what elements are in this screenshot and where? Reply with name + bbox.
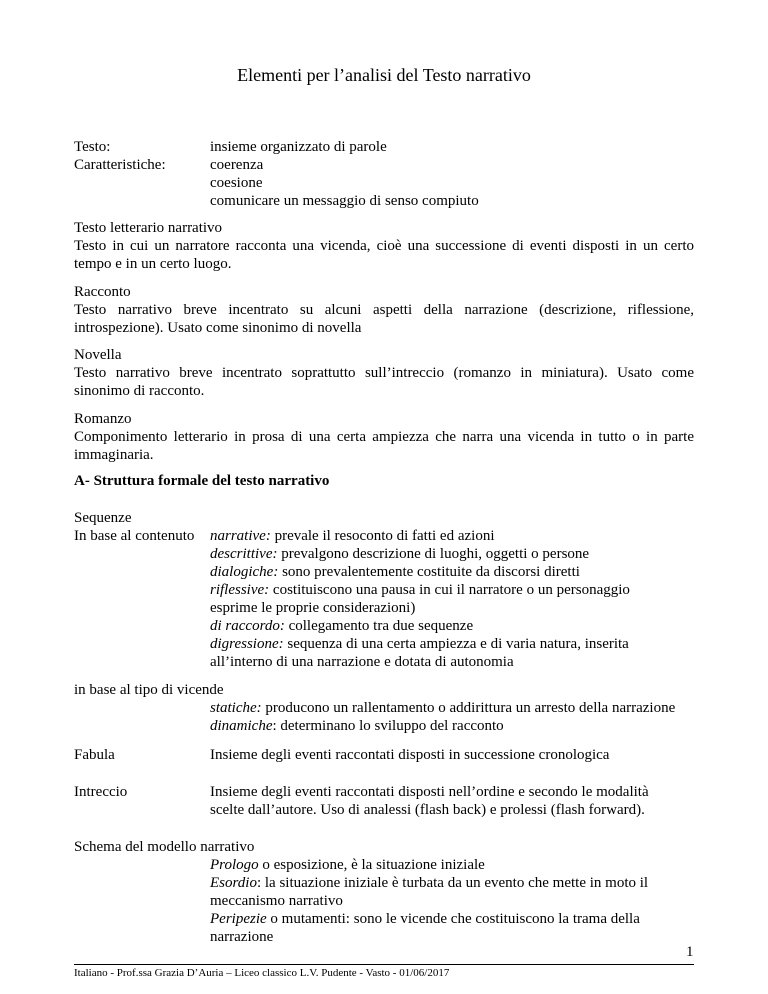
vicende-label: in base al tipo di vicende [74, 682, 224, 698]
definition-item: coesione [210, 175, 263, 191]
vicende-list [210, 699, 675, 735]
fabula-text: Insieme degli eventi raccontati disposti in successione cronologica [210, 747, 610, 763]
schema-item: Prologo o esposizione, è la situazione iniziale [210, 857, 485, 873]
paragraph-line: Componimento letterario in prosa di una certa ampiezza che narra una vicenda in tutto o in parte [74, 429, 694, 445]
testo-label: Testo: [74, 139, 111, 155]
paragraph-line: Testo in cui un narratore racconta una vicenda, cioè una successione di eventi disposti in un certo [74, 238, 694, 254]
sequence-item: di raccordo: collegamento tra due sequenze [210, 618, 474, 634]
intreccio-line: scelte dall’autore. Uso di analessi (flash back) e prolessi (flash forward). [210, 802, 645, 818]
intreccio-text [210, 783, 649, 819]
racconto-section [74, 283, 694, 337]
schema-item: Peripezie o mutamenti: sono le vicende che costituiscono la trama della [210, 911, 640, 927]
sequenze-label: Sequenze [74, 510, 132, 526]
paragraph-line: introspezione). Usato come sinonimo di novella [74, 320, 362, 336]
section-heading: Romanzo [74, 411, 132, 427]
contenuto-label: In base al contenuto [74, 528, 195, 544]
schema-item: narrazione [210, 929, 274, 945]
paragraph-line: Testo narrativo breve incentrato soprattutto sull’intreccio (romanzo in miniatura). Usato come [74, 365, 694, 381]
schema-item: meccanismo narrativo [210, 893, 343, 909]
footer-divider [74, 964, 694, 965]
page-number: 1 [686, 944, 694, 960]
sequence-item: narrative: prevale il resoconto di fatti ed azioni [210, 528, 495, 544]
testo-letterario-section [74, 219, 694, 273]
sequence-item: digressione: sequenza di una certa ampiezza e di varia natura, inserita [210, 636, 629, 652]
sequence-item: riflessive: costituiscono una pausa in cui il narratore o un personaggio [210, 582, 630, 598]
vicenda-item: statiche: producono un rallentamento o addirittura un arresto della narrazione [210, 700, 676, 716]
definition-list [210, 138, 479, 210]
schema-item: Esordio: la situazione iniziale è turbata da un evento che mette in moto il [210, 875, 649, 891]
romanzo-section [74, 410, 694, 464]
section-a-heading: A- Struttura formale del testo narrativo [74, 473, 330, 489]
definition-item: insieme organizzato di parole [210, 139, 387, 155]
paragraph-line: Testo narrativo breve incentrato su alcuni aspetti della narrazione (descrizione, riflessione, [74, 302, 694, 318]
paragraph-line: immaginaria. [74, 447, 154, 463]
contenuto-list [210, 527, 630, 671]
sequence-item: esprime le proprie considerazioni) [210, 600, 416, 616]
paragraph-line: tempo e in un certo luogo. [74, 256, 232, 272]
fabula-label: Fabula [74, 747, 115, 763]
definition-item: coerenza [210, 157, 264, 173]
novella-section [74, 346, 694, 400]
sequence-item: all’interno di una narrazione e dotata di autonomia [210, 654, 514, 670]
definition-item: comunicare un messaggio di senso compiuto [210, 193, 479, 209]
footer-text: Italiano - Prof.ssa Grazia D’Auria – Liceo classico L.V. Pudente - Vasto - 01/06/2017 [74, 967, 450, 979]
page-title: Elementi per l’analisi del Testo narrativo [237, 65, 531, 85]
caratteristiche-label: Caratteristiche: [74, 157, 166, 173]
intreccio-line: Insieme degli eventi raccontati disposti nell’ordine e secondo le modalità [210, 784, 649, 800]
section-heading: Novella [74, 347, 122, 363]
vicenda-item: dinamiche: determinano lo sviluppo del racconto [210, 718, 504, 734]
section-heading: Racconto [74, 284, 131, 300]
intreccio-label: Intreccio [74, 784, 128, 800]
paragraph-line: sinonimo di racconto. [74, 383, 205, 399]
schema-label: Schema del modello narrativo [74, 839, 255, 855]
schema-list [210, 856, 648, 946]
sequence-item: dialogiche: sono prevalentemente costituite da discorsi diretti [210, 564, 580, 580]
section-heading: Testo letterario narrativo [74, 220, 223, 236]
sequence-item: descrittive: prevalgono descrizione di luoghi, oggetti o persone [210, 546, 590, 562]
